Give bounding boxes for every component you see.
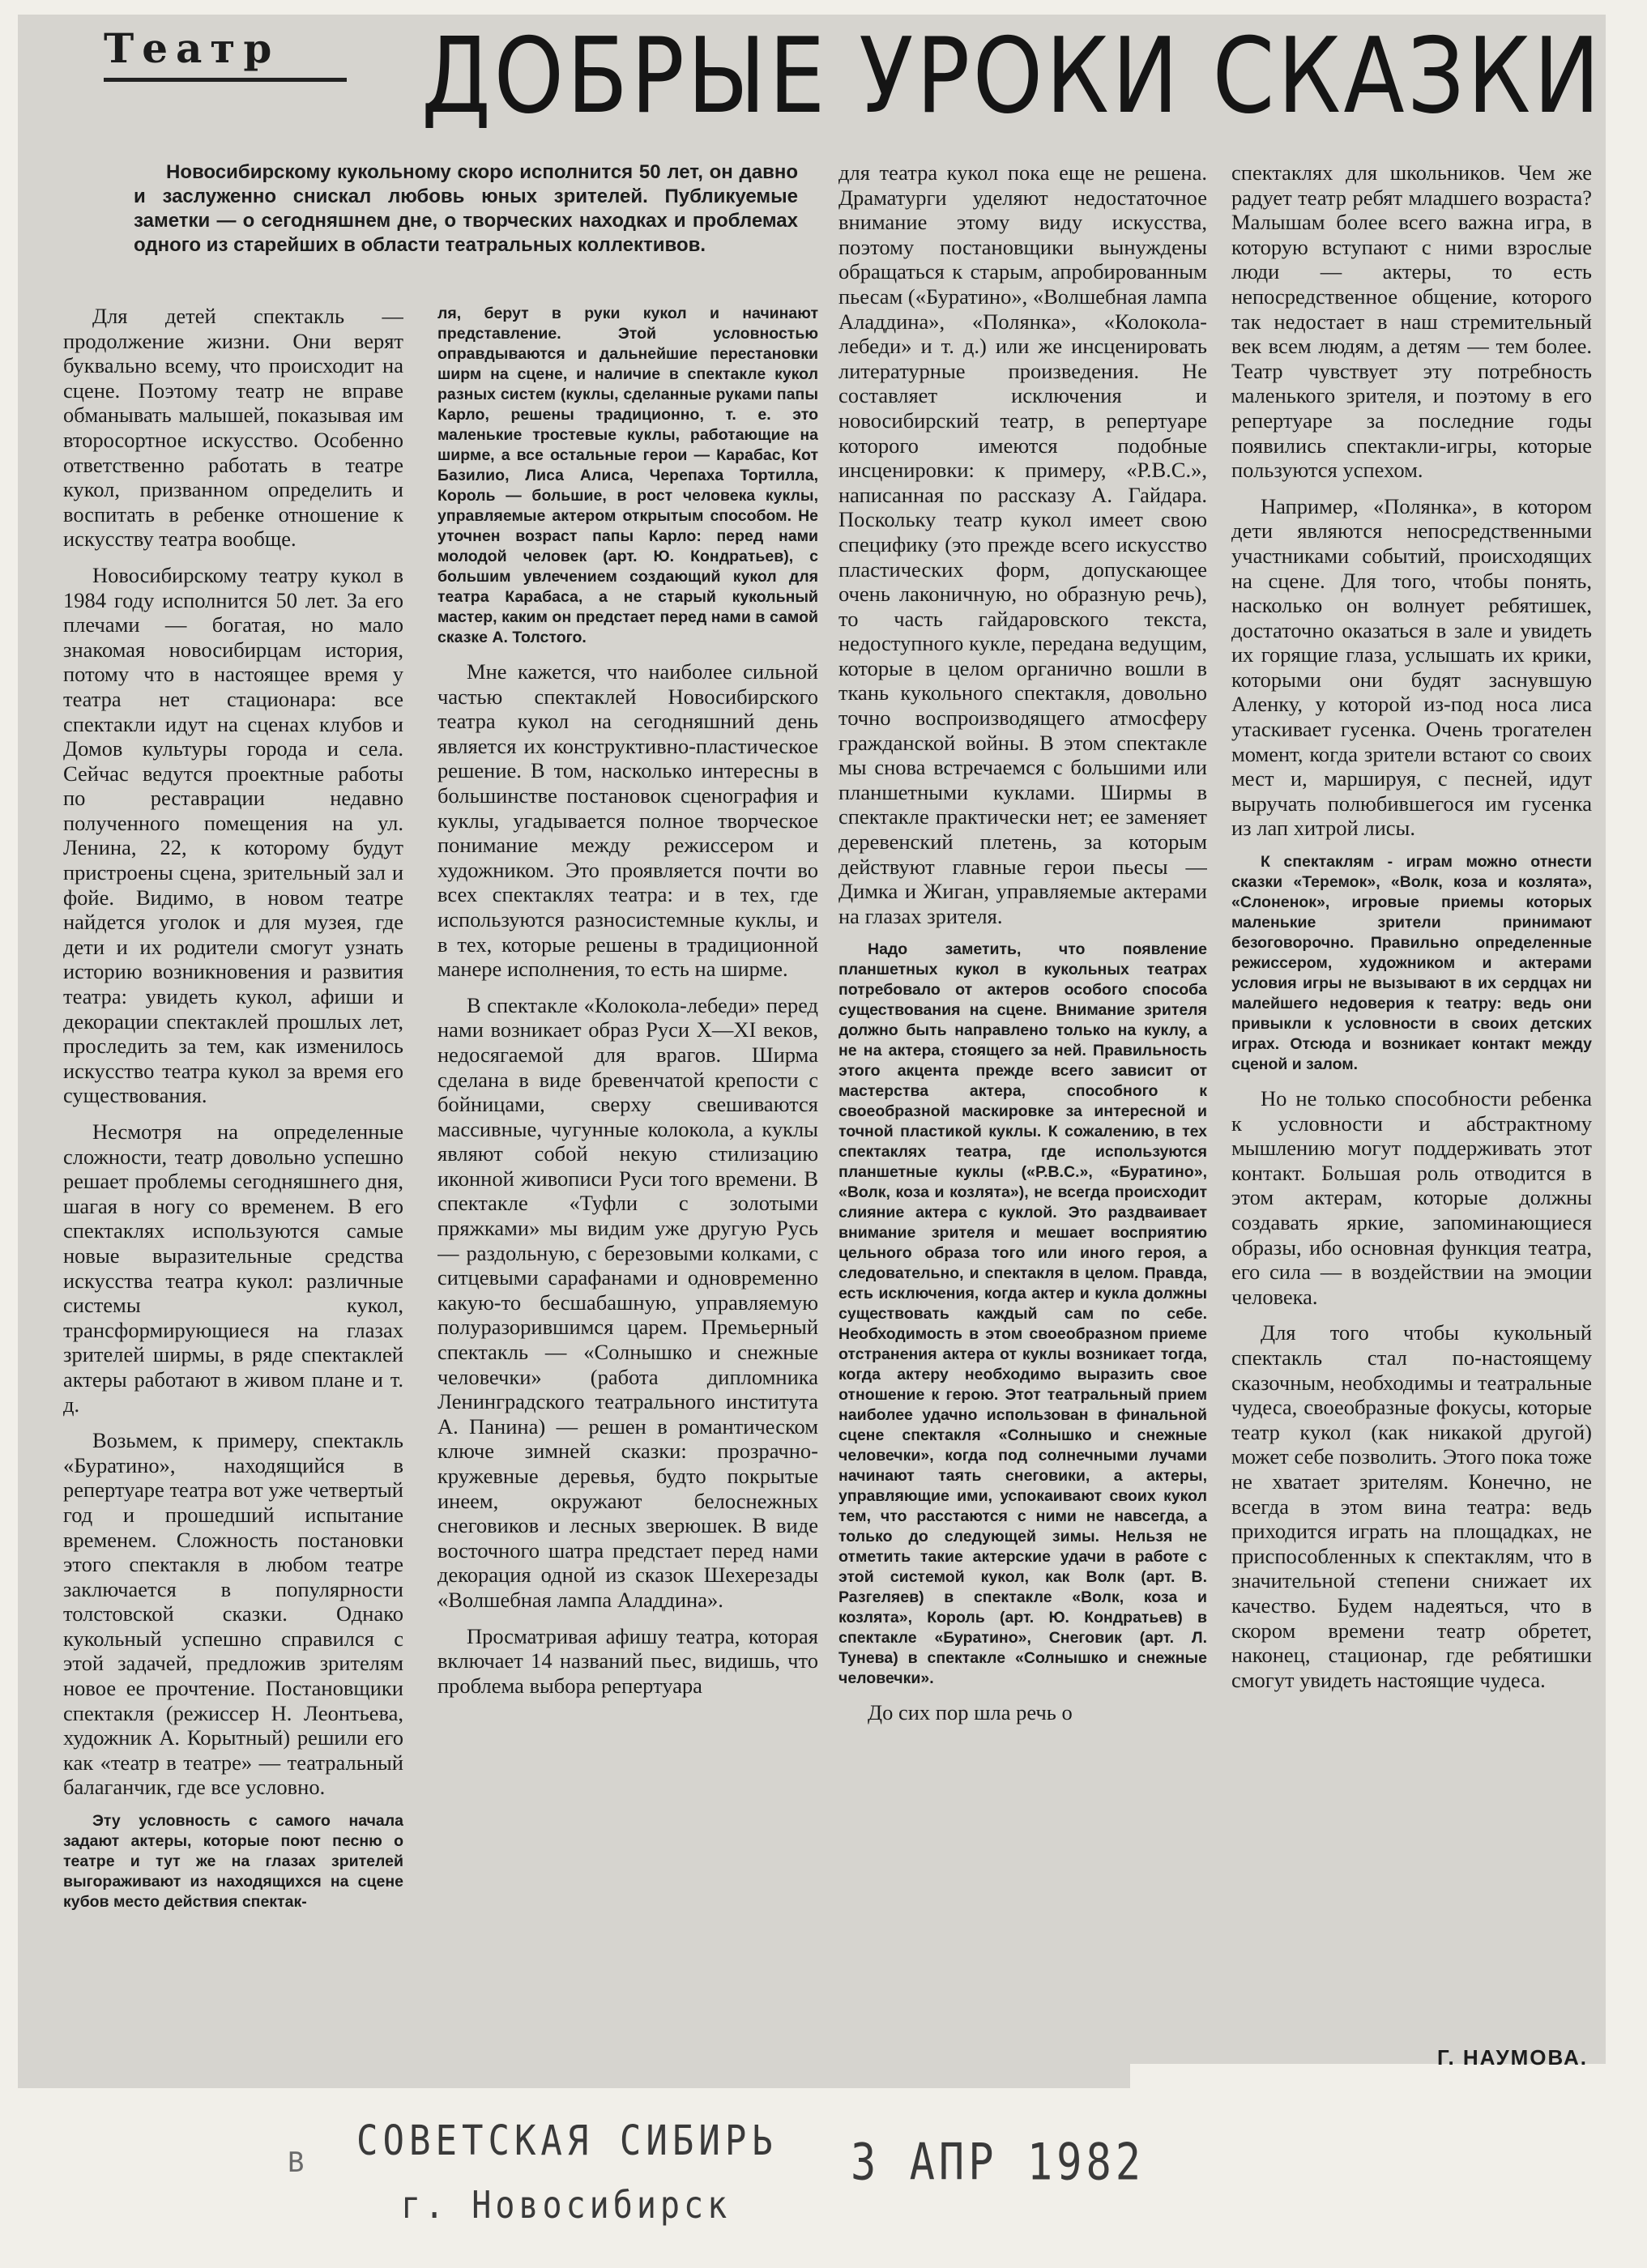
paragraph: До сих пор шла речь о [868, 1700, 1073, 1725]
stamp-city: г. Новосибирск [401, 2184, 732, 2228]
article-lead: Новосибирскому кукольному скоро исполнится 50 лет, он давно и заслуженно снискал любовь юных зрителей. Публикуемые заметки — о сегодняшнем дне, о творческих находках и проблемах одного из старейших в области театральных коллективов. [134, 161, 798, 256]
author-signature: Г. НАУМОВА. [1436, 2045, 1588, 2070]
article-headline: ДОБРЫЕ УРОКИ СКАЗКИ [421, 16, 1603, 137]
paragraph: Но не только способности ребенка к условности и абстрактному мышлению могут поддерживать этот контакт. Большая роль отводится в этом актерам, которые должны создавать яркие, запоминающиеся образы, ибо основная функция театра, его сила — в воздействии на эмоции человека. [1231, 1086, 1592, 1309]
article-column-4 [1231, 160, 1592, 2072]
paragraph: спектаклях для школьников. Чем же радует театр ребят младшего возраста? Малышам более всего важна игра, в которую вступают с ними взрослые люди — актеры, то есть непосредственное общение, которого так недостает в наш стремительный век всем людям, а детям — тем более. Театр чувствует эту потребность маленького зрителя, и поэтому в его репертуаре за последние годы появились спектакли-игры, которые пользуются успехом. [1231, 160, 1592, 483]
article-column-2 [437, 304, 818, 2053]
paragraph: для театра кукол пока еще не решена. Драматурги уделяют недостаточное внимание этому виду искусства, поэтому постановщики вынуждены обращаться к старым, апробированным пьесам («Буратино», «Волшебная лампа Аладдина», «Полянка», «Колокола-лебеди» и т. д.) или же инсценировать литературные произведения. Не составляет исключения и новосибирский театр, в репертуаре которого имеются подобные инсценировки: к примеру, «Р.В.С.», написанная по рассказу А. Гайдара. Поскольку театр кукол имеет свою специфику (это прежде всего искусство пластических форм, допускающее очень лаконичную, но образную речь), то часть гайдаровского текста, недоступного кукле, передана ведущим, которые в целом органично вошли в ткань кукольного спектакля, довольно точно воспроизводящего атмосферу гражданской войны. В этом спектакле мы снова встречаемся с большими или планшетными куклами. Ширмы в спектакле практически нет; ее заменяет деревенский плетень, за которым действуют главные герои пьесы — Димка и Жиган, управляемые актерами на глазах зрителя. [838, 160, 1207, 928]
paragraph: Для детей спектакль — продолжение жизни. Они верят буквально всему, что происходит на сцене. Поэтому театр не вправе обманывать малышей, показывая им второсортное искусство. Особенно ответственно работать в театре кукол, призванном определить и воспитать в ребенке отношение к искусству театра вообще. [63, 304, 403, 552]
paragraph: В спектакле «Колокола-лебеди» перед нами возникает образ Руси X—XI веков, недосягаемой для врагов. Ширма сделана в виде бревенчатой крепости с бойницами, сверху свешиваются массивные, чугунные колокола, а куклы являют собой некую стилизацию иконной живописи Руси того времени. В спектакле «Туфли с золотыми пряжками» мы видим уже другую Русь — раздольную, с березовыми колками, с ситцевыми сарафанами и одновременно какую-то бесшабашную, управляемую полуразорившимся царем. Премьерный спектакль — «Солнышко и снежные человечки» (работа дипломника Ленинградского театрального института А. Панина) — решен в романтическом ключе зимней сказки: прозрачно-кружевные деревья, будто покрытые инеем, окружают белоснежных снеговиков и лесных зверюшек. В виде восточного шатра предстает перед нами декорация одной из сказок Шехерезады «Волшебная лампа Аладдина». [437, 992, 818, 1612]
article-column-1 [63, 304, 403, 2068]
bold-paragraph: Эту условность с самого начала задают актеры, которые поют песню о театре и тут же на глазах зрителей выгораживают из находящихся на сцене кубов место действия спектак- [63, 1812, 403, 1912]
stamp-date: 3 АПР 1982 [851, 2134, 1146, 2192]
paragraph: Несмотря на определенные сложности, театр довольно успешно решает проблемы сегодняшнего дня, шагая в ногу со временем. В его спектаклях используются самые новые выразительные средства искусства театра кукол: различные системы кукол, трансформирующиеся на глазах зрителей ширмы, в ряде спектаклей актеры работают в живом плане и т. д. [63, 1119, 403, 1417]
paragraph: Для того чтобы кукольный спектакль стал по-настоящему сказочным, необходимы и театральные чудеса, своеобразные фокусы, которые театр кукол (как никакой другой) может себе позволить. Этого пока тоже не хватает зрителям. Конечно, не всегда в этом вина театра: ведь приходится играть на площадках, не приспособленных к спектаклям, что в значительной степени снижает их качество. Будем надеяться, что в скором времени театр обретет, наконец, стационар, где ребятишки смогут увидеть настоящие чудеса. [1231, 1320, 1592, 1692]
paragraph: Например, «Полянка», в котором дети являются непосредственными участниками событий, происходящих на сцене. Для того, чтобы понять, насколько он волнует ребятишек, достаточно оказаться в зале и увидеть их горящие глаза, услышать их крики, которыми они будят заснувшую Аленку, у которой из-под носа лиса утаскивает гусенка. Очень трогателен момент, когда зрители встают со своих мест и, маршируя, с песней, идут выручать полюбившегося им гусенка из лап хитрой лисы. [1231, 493, 1592, 841]
article-column-3 [838, 160, 1207, 2072]
stamp-mark: В [288, 2146, 305, 2179]
paragraph: Мне кажется, что наиболее сильной частью спектаклей Новосибирского театра кукол на сегодняшний день является их конструктивно-пластическое решение. В том, насколько интересны в большинстве постановок сценография и куклы, угадывается полное творческое понимание между режиссером и художником. Это проявляется почти во всех спектаклях театра: и в тех, где используются разносистемные куклы, и в тех, которые решены в традиционной манере исполнения, то есть на ширме. [437, 659, 818, 982]
bold-paragraph: Надо заметить, что появление планшетных кукол в кукольных театрах потребовало от актеров особого способа существования на сцене. Внимание зрителя должно быть направлено только на куклу, а не на актера, стоящего за ней. Правильность этого акцента прежде всего зависит от мастерства актера, способного к своеобразной маскировке за интересной и точной пластикой куклы. К сожалению, в тех спектаклях театра, где используются планшетные куклы («Р.В.С.», «Буратино», «Волк, коза и козлята»), не всегда происходит слияние актера с куклой. Это раздваивает внимание зрителя и мешает восприятию цельного образа того или иного героя, а следовательно, и спектакля в целом. Правда, есть исключения, когда актер и кукла должны существовать каждый сам по себе. Необходимость в этом своеобразном приеме отстранения актера от куклы возникает тогда, когда актеру необходимо выразить свое отношение к герою. Этот театральный прием наиболее удачно использован в финальной сцене спектакля «Солнышко и снежные человечки», когда под солнечными лучами начинают таять снеговики, а актеры, управляющие ими, успокаивают своих кукол тем, что расстаются с ними не навсегда, а только до следующей зимы. Нельзя не отметить такие актерские удачи в работе с этой системой кукол, как Волк (арт. В. Разгеляев) в спектакле «Волк, коза и козлята», Король (арт. Ю. Кондратьев) в спектакле «Буратино», Снеговик (арт. Л. Тунева) в спектакле «Солнышко и снежные человечки». [838, 940, 1207, 1688]
bold-paragraph: К спектаклям - играм можно отнести сказки «Теремок», «Волк, коза и козлята», «Слоненок», игровые приемы которых маленькие зрители принимают безоговорочно. Правильно определенные режиссером, художником и актерами условия игры не вызывают в их сердцах ни малейшего недоверия к театру: ведь они привыкли к условности в своих детских играх. Отсюда и возникает контакт между сценой и залом. [1231, 853, 1592, 1074]
bold-paragraph: ля, берут в руки кукол и начинают представление. Этой условностью оправдываются и дальнейшие перестановки ширм на сцене, и наличие в спектакле кукол разных систем (куклы, сделанные руками папы Карло, решены традиционно, т. е. это маленькие тростевые куклы, работающие на ширме, а все остальные герои — Карабас, Кот Базилио, Лиса Алиса, Черепаха Тортилла, Король — большие, в рост человека куклы, управляемые актером открытым способом. Не уточнен возраст папы Карло: перед нами молодой человек (арт. Ю. Кондратьев), с большим увлечением создающий кукол для театра Карабаса, а не старый кукольный мастер, каким он предстает перед нами в самой сказке А. Толстого. [437, 305, 818, 646]
paragraph: Возьмем, к примеру, спектакль «Буратино», находящийся в репертуаре театра вот уже четвертый год и прошедший испытание временем. Сложность постановки этого спектакля в любом театре заключается в популярности толстовской сказки. Однако кукольный успешно справился с этой задачей, предложив зрителям новое ее прочтение. Постановщики спектакля (режиссер Н. Леонтьева, художник А. Корытный) решили его как «театр в театре» — театральный балаганчик, где все условно. [63, 1428, 403, 1800]
section-rubric: Театр [104, 24, 347, 82]
stamp-newspaper-name: СОВЕТСКАЯ СИБИРЬ [356, 2117, 778, 2165]
paragraph: Просматривая афишу театра, которая включает 14 названий пьес, видишь, что проблема выбора репертуара [437, 1623, 818, 1698]
paragraph: Новосибирскому театру кукол в 1984 году исполнится 50 лет. За его плечами — богатая, но мало знакомая новосибирцам история, потому что в настоящее время у театра нет стационара: все спектакли идут на сценах клубов и Домов культуры города и села. Сейчас ведутся проектные работы по реставрации недавно полученного помещения на ул. Ленина, 22, к которому будут пристроены сцена, зрительный зал и фойе. Видимо, в новом театре найдется уголок и для музея, где дети и их родители смогут узнать историю возникновения и развития театра: увидеть кукол, афиши и декорации спектаклей прошлых лет, проследить за тем, как изменилось искусство театра кукол за время его существования. [63, 562, 403, 1108]
